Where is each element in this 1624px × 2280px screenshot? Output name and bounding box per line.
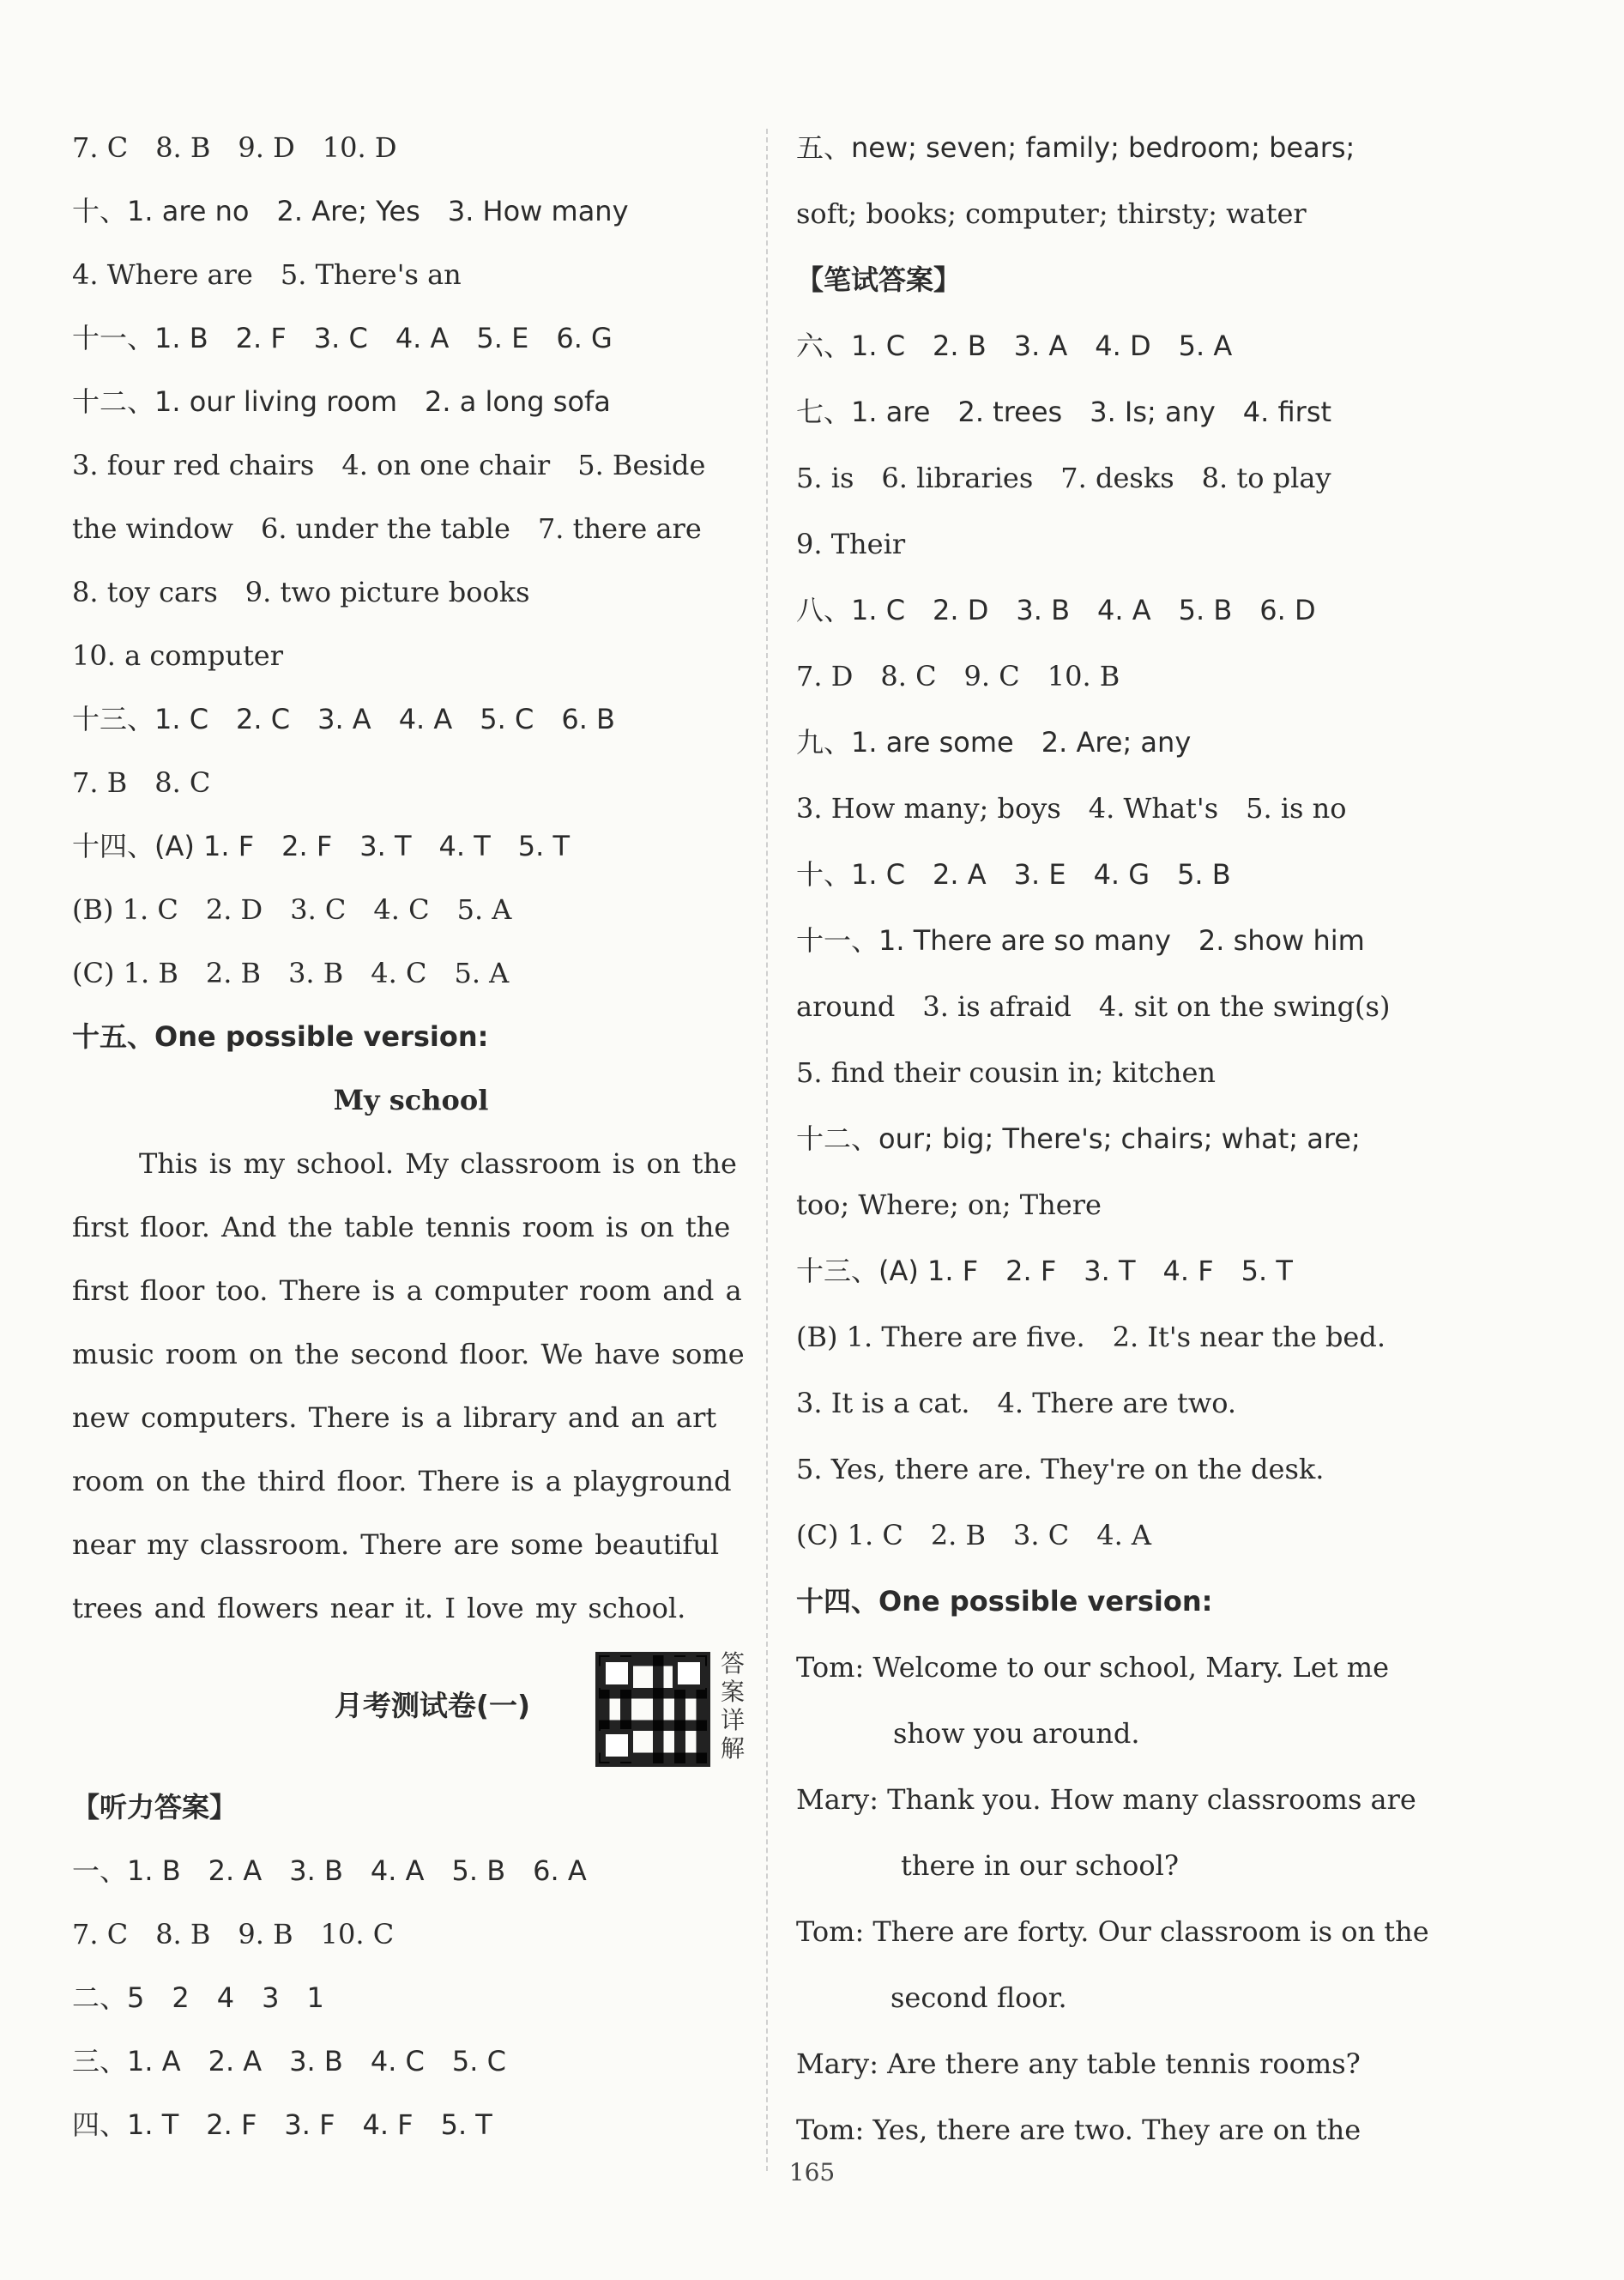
answer-line: 十一、1. There are so many 2. show him (796, 924, 1365, 957)
dialogue-line: Tom: Welcome to our school, Mary. Let me (796, 1651, 1390, 1684)
essay-line: This is my school. My classroom is on the (139, 1147, 737, 1180)
essay-line: first floor too. There is a computer room and a (72, 1274, 742, 1307)
answer-line: 六、1. C 2. B 3. A 4. D 5. A (796, 330, 1233, 362)
answer-line: 十二、our; big; There's; chairs; what; are; (796, 1122, 1361, 1155)
answer-line: 7. C 8. B 9. B 10. C (72, 1918, 395, 1950)
section-heading: 十四、One possible version: (796, 1585, 1213, 1618)
answer-line: 5. Yes, there are. They're on the desk. (796, 1453, 1325, 1485)
dialogue-line: show you around. (893, 1717, 1140, 1750)
answer-line: 十、1. C 2. A 3. E 4. G 5. B (796, 858, 1231, 891)
answer-line: 三、1. A 2. A 3. B 4. C 5. C (72, 2045, 506, 2077)
answer-line: 8. toy cars 9. two picture books (72, 576, 530, 608)
answer-line: 9. Their (796, 528, 906, 560)
dialogue-line: there in our school? (901, 1849, 1180, 1882)
answer-line: 五、new; seven; family; bedroom; bears; (796, 131, 1355, 164)
answer-line: 十、1. are no 2. Are; Yes 3. How many (72, 195, 629, 227)
answer-line: the window 6. under the table 7. there are (72, 512, 702, 545)
essay-line: music room on the second floor. We have some (72, 1338, 745, 1370)
answer-line: 7. C 8. B 9. D 10. D (72, 131, 397, 164)
answer-line: 十一、1. B 2. F 3. C 4. A 5. E 6. G (72, 322, 613, 354)
answer-line: 7. B 8. C (72, 766, 211, 799)
answer-line: 十三、(A) 1. F 2. F 3. T 4. F 5. T (796, 1255, 1293, 1287)
answer-line: (B) 1. C 2. D 3. C 4. C 5. A (72, 893, 512, 926)
answer-line: 7. D 8. C 9. C 10. B (796, 660, 1120, 692)
answer-line: 4. Where are 5. There's an (72, 258, 462, 291)
answer-line: 3. four red chairs 4. on one chair 5. Beside (72, 449, 706, 481)
answer-line: 3. How many; boys 4. What's 5. is no (796, 792, 1347, 825)
essay-line: near my classroom. There are some beautiful (72, 1528, 720, 1561)
dialogue-line: Mary: Are there any table tennis rooms? (796, 2047, 1361, 2080)
section-heading: 【听力答案】 (72, 1791, 238, 1823)
dialogue-line: Tom: There are forty. Our classroom is on the (796, 1915, 1429, 1948)
answer-line: 二、5 2 4 3 1 (72, 1981, 324, 2014)
column-divider (766, 129, 768, 2171)
answer-line: (C) 1. B 2. B 3. B 4. C 5. A (72, 957, 510, 989)
answer-line: around 3. is afraid 4. sit on the swing(s) (796, 990, 1391, 1023)
answer-line: 八、1. C 2. D 3. B 4. A 5. B 6. D (796, 594, 1316, 626)
section-heading: 十五、One possible version: (72, 1020, 489, 1053)
answer-line: 一、1. B 2. A 3. B 4. A 5. B 6. A (72, 1854, 587, 1887)
essay-line: room on the third floor. There is a playground (72, 1465, 732, 1497)
answer-line: 5. is 6. libraries 7. desks 8. to play (796, 462, 1331, 494)
section-heading: 【笔试答案】 (796, 263, 962, 296)
answer-line: 十二、1. our living room 2. a long sofa (72, 385, 611, 418)
essay-line: trees and flowers near it. I love my school. (72, 1592, 686, 1624)
essay-line: first floor. And the table tennis room is on the (72, 1211, 731, 1243)
dialogue-line: Tom: Yes, there are two. They are on the (796, 2114, 1361, 2146)
answer-line: too; Where; on; There (796, 1188, 1102, 1221)
answer-line: 5. find their cousin in; kitchen (796, 1056, 1216, 1089)
answer-line: 九、1. are some 2. Are; any (796, 726, 1192, 759)
answer-line: (B) 1. There are five. 2. It's near the bed. (796, 1321, 1386, 1353)
page-number: 165 (788, 2158, 836, 2186)
test-title: 月考测试卷(一) (334, 1689, 531, 1722)
answer-line: 3. It is a cat. 4. There are two. (796, 1387, 1237, 1419)
answer-line: 10. a computer (72, 639, 284, 672)
answer-line: soft; books; computer; thirsty; water (796, 197, 1307, 230)
answer-line: 七、1. are 2. trees 3. Is; any 4. first (796, 396, 1332, 428)
dialogue-line: second floor. (890, 1981, 1067, 2014)
answer-line: 四、1. T 2. F 3. F 4. F 5. T (72, 2108, 492, 2141)
qr-label: 答案详解 (720, 1649, 745, 1763)
qr-code-icon[interactable] (595, 1652, 710, 1767)
answer-line: (C) 1. C 2. B 3. C 4. A (796, 1519, 1152, 1551)
essay-line: new computers. There is a library and an art (72, 1401, 717, 1434)
dialogue-line: Mary: Thank you. How many classrooms are (796, 1783, 1416, 1816)
answer-line: 十四、(A) 1. F 2. F 3. T 4. T 5. T (72, 830, 571, 862)
essay-title: My school (333, 1084, 489, 1116)
answer-line: 十三、1. C 2. C 3. A 4. A 5. C 6. B (72, 703, 615, 735)
